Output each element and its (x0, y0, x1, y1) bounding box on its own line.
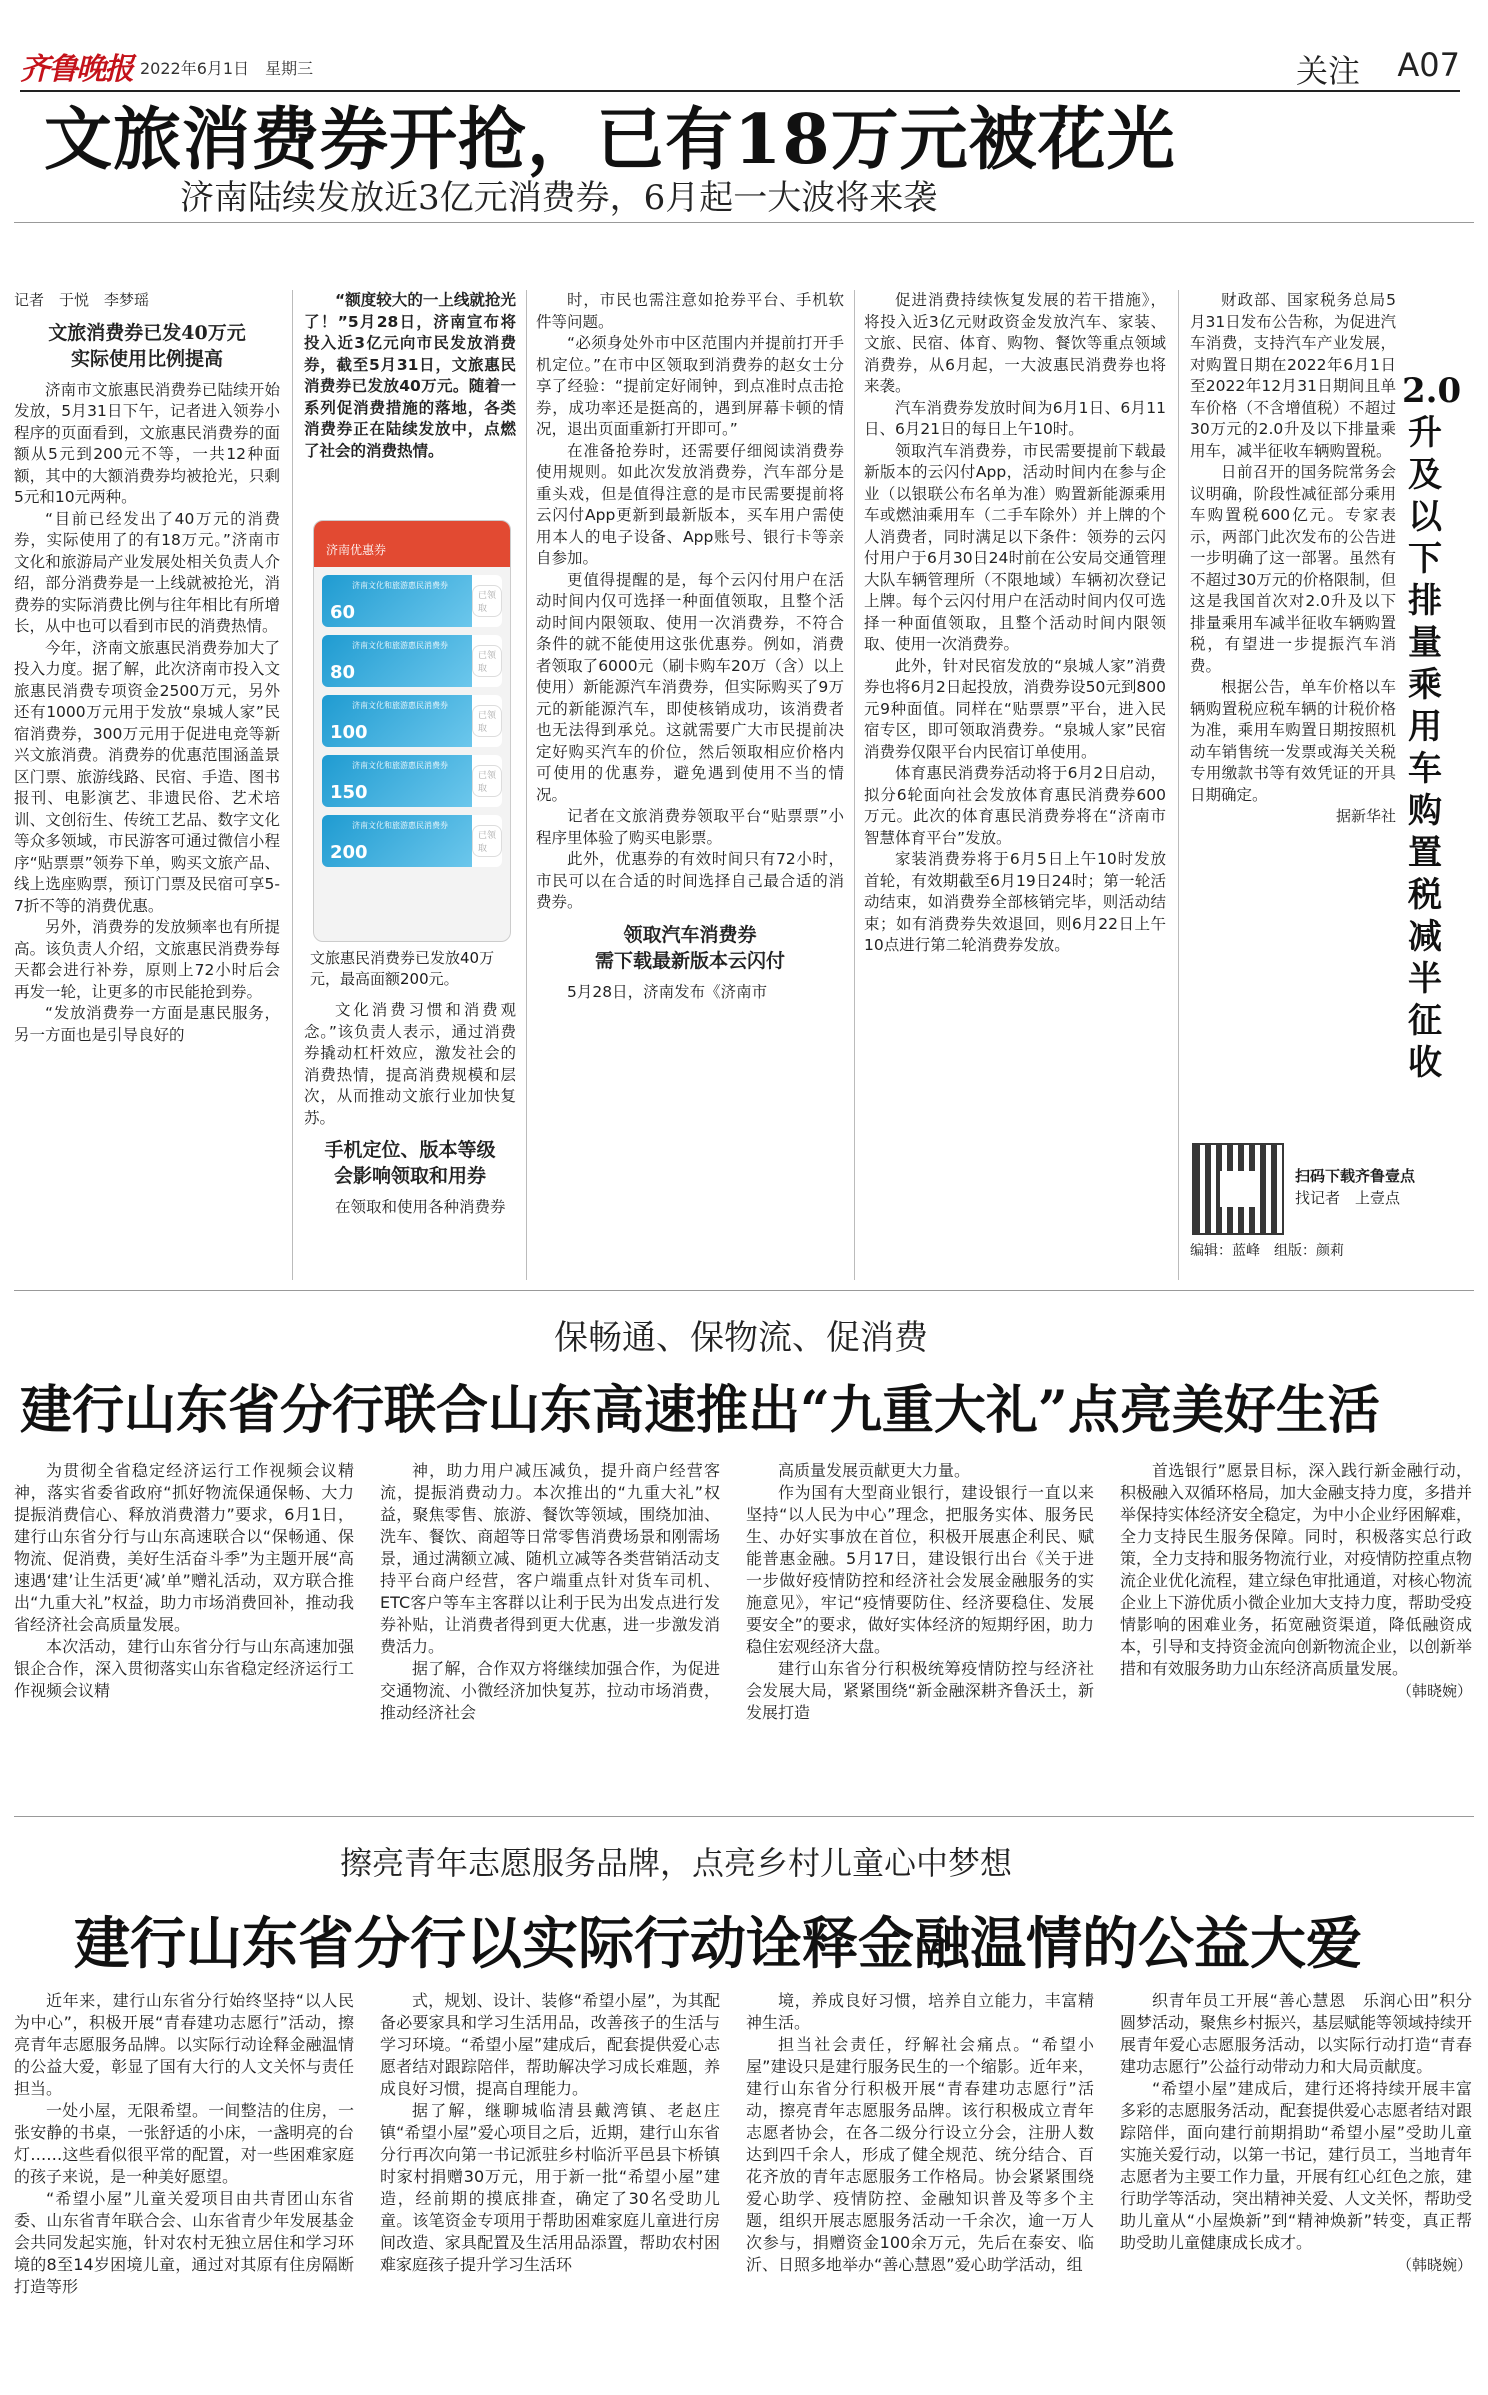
story1-col1-paragraphs (14, 380, 280, 1047)
story1-col4-paragraphs (864, 290, 1166, 957)
story3-column-2 (380, 1990, 720, 2385)
voucher-amount: 200 (330, 842, 368, 863)
claimed-badge: 已领取 (472, 705, 502, 737)
story2-column-3 (746, 1460, 1094, 1810)
voucher-name: 济南文化和旅游惠民消费券 (352, 821, 448, 830)
story1-column-1 (14, 290, 280, 1280)
paragraph: 神，助力用户减压减负，提升商户经营客流，提振消费动力。本次推出的“九重大礼”权益，聚焦零售、旅游、餐饮等领域，围绕加油、洗车、餐饮、商超等日常零售消费场景和刚需场景，通过满额立减、随机立减等各类营销活动支持平台商户经营，客户端重点针对货车司机、ETC客户等车主客群以让利于民为出发点进行发券补贴，让消费者得到更大优惠，进一步激发消费活力。 (380, 1461, 720, 1656)
paragraph: 时，市民也需注意如抢券平台、手机软件等问题。 (536, 291, 844, 331)
paragraph: 此外，优惠券的有效时间只有72小时，市民可以在合适的时间选择自己最合适的消费券。 (536, 850, 844, 911)
story1-column-2-lead (304, 290, 516, 520)
paragraph: 记者在文旅消费券领取平台“贴票票”小程序里体验了购买电影票。 (536, 807, 844, 847)
paragraph: 更值得提醒的是，每个云闪付用户在活动时间内仅可选择一种面值领取，且整个活动时间内限领取、使用一次消费券，不符合条件的就不能使用这张优惠券。例如，消费者领取了6000元（刷卡购车20万（含）以上使用）新能源汽车消费券，但实际购买了9万元的新能源汽车，即使核销成功，该消费者也无法得到承兑。这就需要广大市民提前决定好购买汽车的价位，然后领取相应价格内可使用的优惠券，避免遇到使用不当的情况。 (536, 570, 844, 804)
side-story-text (1190, 290, 1396, 1120)
story2-column-1 (14, 1460, 354, 1810)
photo-caption: 文旅惠民消费券已发放40万元，最高面额200元。 (310, 949, 495, 988)
paragraph: 作为国有大型商业银行，建设银行一直以来坚持“以人民为中心”理念，把服务实体、服务民生、办好实事放在首位，积极开展惠企利民、赋能普惠金融。5月17日，建设银行出台《关于进一步做好疫情防控和经济社会发展金融服务的实施意见》，牢记“疫情要防住、经济要稳住、发展要安全”的要求，做好实体经济的短期纾困，助力稳住宏观经济大盘。 (746, 1483, 1094, 1656)
paragraph: 在领取和使用各种消费券 (335, 1198, 506, 1216)
story2-col3-paragraphs (746, 1460, 1094, 1724)
qr-label: 扫码下载齐鲁壹点 (1295, 1167, 1416, 1185)
paragraph: “希望小屋”建成后，建行还将持续开展丰富多彩的志愿服务活动，配套提供爱心志愿者结对跟踪陪伴，面向建行前期捐助“希望小屋”受助儿童实施关爱行动，以第一书记，建行员工，当地青年志愿者为主要工作力量，开展有红心红色之旅，建行助学等活动，突出精神关爱、人文关怀，帮助受助儿童从“小屋焕新”到“精神焕新”转变，真正帮助受助儿童健康成长成才。 (1120, 2079, 1472, 2252)
story3-column-4 (1120, 1990, 1472, 2385)
column-rule (1178, 290, 1179, 1280)
story3-col2-paragraphs (380, 1990, 720, 2276)
paragraph: “必须身处外市中区范围内并提前打开手机定位。”在市中区领取到消费券的赵女士分享了经验：“提前定好闹钟，到点准时点击抢券，成功率还是挺高的，遇到屏幕卡顿的情况，退出页面重新打开即可。” (536, 334, 844, 438)
voucher-name: 济南文化和旅游惠民消费券 (352, 761, 448, 770)
column-rule (526, 290, 527, 1280)
story1-headline: 文旅消费券开抢，已有18万元被花光 (44, 100, 1176, 180)
paragraph: 家装消费券将于6月5日上午10时发放首轮，有效期截至6月19日24时；第一轮活动结束，如消费券全部核销完毕，则活动结束；如有消费券失效退回，则6月22日上午10点进行第二轮消费券发放。 (864, 850, 1166, 954)
paragraph: 此外，针对民宿发放的“泉城人家”消费券也将6月2日起投放，消费券设50元到800元9种面值。同样在“贴票票”平台，进入民宿专区，即可领取消费券。“泉城人家”民宿消费券仅限平台内民宿订单使用。 (864, 656, 1166, 761)
paragraph: 建行山东省分行积极统筹疫情防控与经济社会发展大局，紧紧围绕“新金融深耕齐鲁沃土，新发展打造 (746, 1659, 1094, 1722)
paragraph: 促进消费持续恢复发展的若干措施》，将投入近3亿元财政资金发放汽车、家装、文旅、民宿、体育、购物、餐饮等重点领域消费券，从6月起，一大波惠民消费券也将来袭。 (864, 291, 1166, 395)
paragraph: 首选银行”愿景目标，深入践行新金融行动，积极融入双循环格局，加大金融支持力度，多措并举保持实体经济安全稳定，为中小企业纾困解难，全力支持民生服务保障。同时，积极落实总行政策，全力支持和服务物流行业，对疫情防控重点物流企业优化流程，建立绿色审批通道，对核心物流企业上下游优质小微企业加大支持力度，帮助受疫情影响的困难业务，拓宽融资渠道，降低融资成本，引导和支持资金流向创新物流企业，以创新举措和有效服务助力山东经济高质量发展。 (1120, 1461, 1472, 1678)
divider (14, 222, 1474, 223)
paragraph: 式，规划、设计、装修“希望小屋”，为其配备必要家具和学习生活用品，改善孩子的生活与学习环境。“希望小屋”建成后，配套提供爱心志愿者结对跟踪陪伴，帮助解决学习成长难题，养成良好习惯，提高自理能力。 (380, 1991, 720, 2098)
story1-column-2-tail (304, 1000, 516, 1280)
paragraph: 体育惠民消费券活动将于6月2日启动，拟分6轮面向社会发放体育惠民消费券600万元。此次的体育惠民消费券将在“济南市智慧体育平台”发放。 (864, 764, 1166, 847)
voucher-name: 济南文化和旅游惠民消费券 (352, 641, 448, 650)
voucher-amount: 150 (330, 782, 368, 803)
story3-column-3 (746, 1990, 1094, 2385)
coupon-app-screenshot (313, 520, 511, 942)
story2-column-4 (1120, 1460, 1472, 1810)
claimed-badge: 已领取 (472, 825, 502, 857)
paragraph: 本次活动，建行山东省分行与山东高速加强银企合作，深入贯彻落实山东省稳定经济运行工作视频会议精 (14, 1637, 354, 1700)
story3-col3-paragraphs (746, 1990, 1094, 2276)
paragraph: 文化消费习惯和消费观念。”该负责人表示，通过消费券撬动杠杆效应，激发社会的消费热情，提高消费规模和层次，从而推动文旅行业加快复苏。 (304, 1001, 516, 1127)
voucher-face (322, 575, 472, 627)
story2-col1-paragraphs (14, 1460, 354, 1702)
story1-column-4 (864, 290, 1166, 1280)
story1-subhead-3: 领取汽车消费券 需下载最新版本云闪付 (594, 923, 785, 972)
story1-subheadline: 济南陆续发放近3亿元消费券，6月起一大波将来袭 (180, 178, 938, 218)
paragraph: 另外，消费券的发放频率也有所提高。该负责人介绍，文旅惠民消费券每天都会进行补券，原则上72小时后会再发一轮，让更多的市民能抢到券。 (14, 918, 280, 1001)
qr-code (1192, 1143, 1284, 1235)
side-headline: 2.0升及以下排量乘用车购置税减半征收 (1402, 371, 1462, 1083)
claimed-badge: 已领取 (472, 585, 502, 617)
paragraph: 领取汽车消费券，市民需要提前下载最新版本的云闪付App，活动时间内在参与企业（以银联公布名单为准）购置新能源乘用车或燃油乘用车（二手车除外）并上牌的个人消费者，同时满足以下条件：领券的云闪付用户于6月30日24时前在公安局交通管理大队车辆管理所（不限地域）车辆初次登记上牌。每个云闪付用户在活动时间内仅可选择一种面值领取，且整个活动时间内限领取、使用一次消费券。 (864, 441, 1166, 653)
story1-subhead-1: 文旅消费券已发40万元 实际使用比例提高 (48, 321, 246, 370)
voucher-card (322, 815, 502, 867)
paragraph: 5月28日，济南发布《济南市 (567, 982, 768, 1001)
voucher-card (322, 695, 502, 747)
voucher-amount: 60 (330, 602, 356, 623)
voucher-name: 济南文化和旅游惠民消费券 (352, 701, 448, 710)
paragraph: 根据公告，单车价格以车辆购置税应税车辆的计税价格为准，乘用车购置日期按照机动车销售统一发票或海关关税专用缴款书等有效凭证的开具日期确定。 (1190, 678, 1396, 804)
paragraph: “发放消费券一方面是惠民服务，另一方面也是引导良好的 (14, 1004, 280, 1044)
voucher-card (322, 755, 502, 807)
voucher-amount: 80 (330, 662, 356, 683)
paragraph: 为贯彻全省稳定经济运行工作视频会议精神，落实省委省政府“抓好物流保通保畅、大力提振消费信心、释放消费潜力”要求，6月1日，建行山东省分行与山东高速联合以“保畅通、保物流、促消费，美好生活奋斗季”为主题开展“高速遇‘建’让生活更‘减’单”赠礼活动，双方联合推出“九重大礼”权益，助力市场消费回补，推动我省经济社会高质量发展。 (14, 1461, 354, 1634)
paragraph: 高质量发展贡献更大力量。 (778, 1461, 971, 1480)
story2-kicker: 保畅通、保物流、促消费 (554, 1318, 928, 1358)
voucher-list (314, 575, 510, 867)
side-credit: 据新华社 (1335, 807, 1396, 825)
issue-date: 2022年6月1日 星期三 (140, 59, 314, 78)
story2-credit: （韩晓婉） (1396, 1682, 1472, 1700)
story2-column-2 (380, 1460, 720, 1810)
paragraph: 据了解，继聊城临清县戴湾镇、老赵庄镇“希望小屋”爱心项目之后，近期，建行山东省分行再次向第一书记派驻乡村临沂平邑县卞桥镇时家村捐赠30万元，用于新一批“希望小屋”建造，经前期的摸底排查，确定了30名受助儿童。该笔资金专项用于帮助困难家庭儿童进行房间改造、家具配置及生活用品添置，帮助农村困难家庭孩子提升学习生活环 (380, 2101, 720, 2274)
story3-col4-paragraphs (1120, 1990, 1472, 2254)
story1-subhead-2: 手机定位、版本等级 会影响领取和用券 (324, 1139, 496, 1187)
newspaper-logo: 齐鲁晚报 (20, 52, 132, 87)
paragraph: 汽车消费券发放时间为6月1日、6月11日、6月21日的每日上午10时。 (864, 398, 1166, 438)
divider (14, 1290, 1474, 1291)
page-number: A07 (1397, 46, 1460, 84)
app-title: 济南优惠券 (326, 543, 387, 557)
story3-col1-paragraphs (14, 1990, 354, 2298)
column-rule (854, 290, 855, 1280)
paragraph: 境，养成良好习惯，培养自立能力，丰富精神生活。 (746, 1991, 1094, 2032)
section-name: 关注 (1295, 52, 1360, 90)
app-title-bar (314, 521, 510, 567)
story3-headline: 建行山东省分行以实际行动诠释金融温情的公益大爱 (74, 1911, 1362, 1977)
editors-credit: 编辑：蓝峰 组版：颜莉 (1190, 1243, 1344, 1259)
paragraph: 近年来，建行山东省分行始终坚持“以人民为中心”，积极开展“青春建功志愿行”活动，擦亮青年志愿服务品牌。以实际行动诠释金融温情的公益大爱，彰显了国有大行的人文关怀与责任担当。 (14, 1991, 354, 2098)
voucher-face (322, 635, 472, 687)
story3-kicker: 擦亮青年志愿服务品牌，点亮乡村儿童心中梦想 (340, 1844, 1013, 1882)
story2-headline: 建行山东省分行联合山东高速推出“九重大礼”点亮美好生活 (20, 1380, 1380, 1441)
voucher-face (322, 815, 472, 867)
story1-byline: 记者 于悦 李梦瑶 (14, 291, 150, 309)
story3-column-1 (14, 1990, 354, 2385)
story3-credit: （韩晓婉） (1396, 2256, 1472, 2274)
voucher-face (322, 755, 472, 807)
story1-column-3 (536, 290, 844, 1280)
claimed-badge: 已领取 (472, 645, 502, 677)
voucher-amount: 100 (330, 722, 368, 743)
voucher-face (322, 695, 472, 747)
paragraph: 担当社会责任，纾解社会痛点。“希望小屋”建设只是建行服务民生的一个缩影。近年来，建行山东省分行积极开展“青春建功志愿行”活动，擦亮青年志愿服务品牌。该行积极成立青年志愿者协会，在各二级分行设立分会，注册人数达到四千余人，形成了健全规范、统分结合、百花齐放的青年志愿服务工作格局。协会紧紧围绕爱心助学、疫情防控、金融知识普及等多个主题，组织开展志愿服务活动一千余次，逾一万人次参与，捐赠资金100余万元，先后在泰安、临沂、日照多地举办“善心慧恩”爱心助学活动，组 (746, 2035, 1094, 2274)
voucher-card (322, 575, 502, 627)
paragraph: 一处小屋，无限希望。一间整洁的住房，一张安静的书桌，一张舒适的小床，一盏明亮的台灯……这些看似很平常的配置，对一些困难家庭的孩子来说，是一种美好愿望。 (14, 2101, 354, 2186)
story1-lead: “额度较大的一上线就抢光了！”5月28日，济南宣布将投入近3亿元向市民发放消费券，截至5月31日，文旅惠民消费券已发放40万元。随着一系列促消费措施的落地，各类消费券正在陆续发放中，点燃了社会的消费热情。 (304, 291, 516, 460)
paragraph: 据了解，合作双方将继续加强合作，为促进交通物流、小微经济加快复苏，拉动市场消费，推动经济社会 (380, 1659, 720, 1722)
story2-col2-paragraphs (380, 1460, 720, 1724)
side-paragraphs (1190, 290, 1396, 806)
voucher-name: 济南文化和旅游惠民消费券 (352, 581, 448, 590)
paragraph: 今年，济南文旅惠民消费券加大了投入力度。据了解，此次济南市投入文旅惠民消费专项资金2500万元，另外还有1000万元用于发放“泉城人家”民宿消费券，300万元用于促进电竞等新兴文旅消费。消费券的优惠范围涵盖景区门票、旅游线路、民宿、手造、图书报刊、电影演艺、非遗民俗、艺术培训、文创衍生、传统工艺品、数字文化等众多领域，市民游客可通过微信小程序“贴票票”领券下单，购买文旅产品、线上选座购票，预订门票及民宿可享5-7折不等的消费优惠。 (14, 638, 280, 915)
divider (14, 1816, 1474, 1817)
column-rule (292, 290, 293, 1280)
story2-col4-paragraphs (1120, 1460, 1472, 1680)
paragraph: “目前已经发出了40万元的消费券，实际使用了的有18万元。”济南市文化和旅游局产业发展处相关负责人介绍，部分消费券是一上线就被抢光，消费券的实际消费比例与往年相比有所增长，从中也可以看到市民的消费热情。 (14, 509, 280, 635)
paragraph: 日前召开的国务院常务会议明确，阶段性减征部分乘用车购置税600亿元。专家表示，两部门此次发布的公告进一步明确了这一部署。虽然有不超过30万元的价格限制，但这是我国首次对2.0升及以下排量乘用车减半征收车辆购置税，有望进一步提振汽车消费。 (1190, 463, 1396, 675)
claimed-badge: 已领取 (472, 765, 502, 797)
paragraph: “希望小屋”儿童关爱项目由共青团山东省委、山东省青年联合会、山东省青少年发展基金会共同发起实施，针对农村无独立居住和学习环境的8至14岁困境儿童，通过对其原有住房隔断打造等形 (14, 2189, 354, 2296)
paragraph: 织青年员工开展“善心慧恩 乐润心田”积分圆梦活动，聚焦乡村振兴，基层赋能等领域持续开展青年爱心志愿服务活动，以实际行动打造“青春建功志愿行”公益行动带动力和大局贡献度。 (1120, 1991, 1472, 2076)
paragraph: 在准备抢券时，还需要仔细阅读消费券使用规则。如此次发放消费券，汽车部分是重头戏，但是值得注意的是市民需要提前将云闪付App更新到最新版本，买车用户需使用本人的电子设备、App账号、银行卡等亲自参加。 (536, 441, 844, 567)
voucher-card (322, 635, 502, 687)
story1-col3-paragraphs (536, 290, 844, 914)
qr-label-2: 找记者 上壹点 (1295, 1189, 1401, 1207)
masthead (20, 40, 1460, 92)
paragraph: 财政部、国家税务总局5月31日发布公告称，为促进汽车消费，支持汽车产业发展，对购置日期在2022年6月1日至2022年12月31日期间且单车价格（不含增值税）不超过30万元的2.0升及以下排量乘用车，减半征收车辆购置税。 (1190, 291, 1396, 460)
paragraph: 济南市文旅惠民消费券已陆续开始发放，5月31日下午，记者进入领券小程序的页面看到，文旅惠民消费券的面额从5元到200元不等，一共12种面额，其中的大额消费券均被抢光，只剩5元和10元两种。 (14, 380, 280, 506)
